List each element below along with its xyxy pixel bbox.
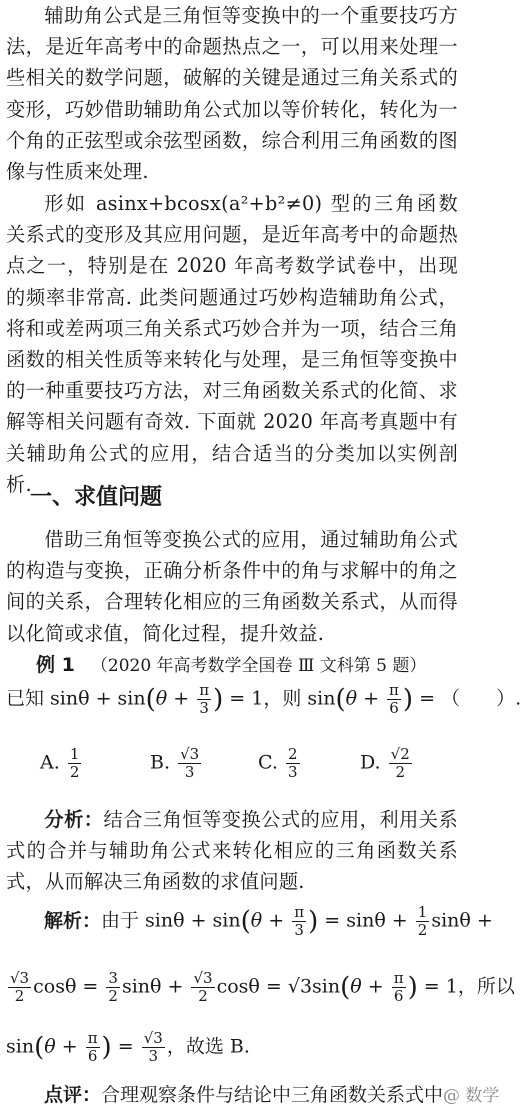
frac-den: 3: [199, 699, 209, 717]
frac-den: 3: [294, 921, 304, 939]
question-text-d: ）.: [496, 687, 521, 710]
frac-1-2: [416, 904, 430, 939]
choice-b-value: [178, 746, 201, 781]
frac-den: 6: [87, 1047, 98, 1065]
frac-num: 3: [108, 969, 118, 987]
solution-text: = sinθ +: [318, 909, 414, 932]
choice-d-value: [389, 746, 412, 781]
frac-den: 2: [417, 921, 428, 939]
frac-3-2: [106, 970, 120, 1005]
solution-text: =: [111, 1035, 140, 1058]
choice-b: [150, 746, 203, 781]
frac-num: π: [199, 681, 210, 699]
choice-a-value: [68, 746, 82, 781]
analysis-paragraph: [6, 804, 458, 898]
solution-text: 由于 sinθ + sin: [101, 909, 241, 932]
example-label: 例 1: [36, 654, 75, 676]
solution-text: cosθ =: [216, 975, 288, 998]
theta-plus: θ +: [155, 687, 196, 710]
solution-line-2: $\frac{√3}{2}$ cosθ = $\frac{3}{2}$ sinθ + $\frac{√3}{2}$ cosθ = √3sin(θ + $\frac{\pi}{6}$ ) = 1，所以: [10, 969, 515, 1005]
section-heading: 一、求值问题: [30, 485, 163, 510]
choice-c-label: C.: [258, 751, 278, 774]
frac-den: 6: [393, 987, 404, 1005]
frac-num: √3: [193, 969, 213, 987]
frac-pi-3: [292, 904, 306, 939]
analysis-text: 结合三角恒等变换公式的应用，利用关系式的合并与辅助角公式来转化相应的三角函数关系式，从而解决三角函数的求值问题.: [6, 808, 458, 894]
frac-num: π: [87, 1029, 98, 1047]
choice-a-label: A.: [40, 751, 60, 774]
frac-sqrt3-2: [191, 970, 214, 1005]
solution-text: sin: [6, 1035, 35, 1058]
frac-sqrt3-2: [8, 970, 31, 1005]
frac-sqrt3-3: [142, 1030, 165, 1065]
theta-plus: θ +: [345, 687, 386, 710]
frac-pi-3: [197, 682, 211, 717]
solution-text: sinθ +: [121, 975, 190, 998]
solution-text: sin: [312, 975, 341, 998]
solution-text: cosθ =: [33, 975, 105, 998]
frac-num: √2: [390, 745, 410, 763]
frac-den: 2: [14, 987, 25, 1005]
frac-den: 3: [287, 763, 298, 781]
solution-text: = 1，所以: [417, 975, 515, 998]
choice-c-value: [286, 746, 300, 781]
second-paragraph: 形如 asinx+bcosx(a²+b²≠0) 型的三角函数关系式的变形及其应用问题，是近年高考中的命题热点之一，特别是在 2020 年高考数学试卷中，出现的频率非常高. 此类问题通过巧妙构造辅助角公式，将和或差两项三角关系式巧妙合并为一项，结合三角函数的相关性质等来转化与处理，是三角恒等变换中的一种重要技巧方法，对三角函数关系式的化简、求解等相关问题有奇效. 下面就 2020 年高考真题中有关辅助角公式的应用，结合适当的分类加以实例剖析.: [6, 192, 458, 496]
review-line: [44, 1080, 499, 1107]
choice-b-label: B.: [150, 751, 171, 774]
solution-line-3: sin(θ + $\frac{\pi}{6}$ ) = $\frac{√3}{3}$ ，故选 B.: [6, 1029, 250, 1065]
choice-d-label: D.: [360, 751, 381, 774]
theta-plus: θ +: [350, 975, 390, 998]
frac-den: 2: [69, 763, 80, 781]
frac-num: π: [393, 969, 404, 987]
choice-c: [258, 746, 302, 781]
frac-num: 2: [287, 745, 298, 763]
example-source: （2020 年高考数学全国卷 Ⅲ 文科第 5 题）: [90, 656, 427, 676]
question-text-a: 已知 sinθ + sin: [6, 687, 146, 710]
frac-num: 1: [417, 903, 428, 921]
section-paragraph: 借助三角恒等变换公式的应用，通过辅助角公式的构造与变换，正确分析条件中的角与求解中的角之间的关系，合理转化相应的三角函数关系式，从而得以化简或求值，简化过程，提升效益.: [6, 528, 458, 645]
analysis-label: 分析：: [44, 808, 104, 831]
question-text-c: = （: [413, 687, 461, 710]
frac-den: 2: [395, 763, 405, 781]
watermark: @ 数学: [443, 1086, 500, 1106]
review-text: 合理观察条件与结论中三角函数关系式中: [101, 1084, 444, 1106]
frac-num: √3: [180, 745, 200, 763]
solution-text: ，故选 B.: [166, 1035, 250, 1058]
frac-den: 3: [148, 1047, 159, 1065]
solution-line-1: 解析：由于 sinθ + sin(θ + $\frac{\pi}{3}$ ) = sinθ + $\frac{1}{2}$ sinθ +: [44, 903, 493, 939]
frac-den: 3: [184, 763, 195, 781]
review-label: 点评：: [44, 1084, 102, 1106]
example-question: 已知 sinθ + sin(θ + $\frac{\pi}{3}$ ) = 1，则 sin(θ + $\frac{\pi}{6}$ ) = （ ）.: [6, 681, 521, 717]
theta-plus: θ +: [44, 1035, 84, 1058]
choice-d: [360, 746, 414, 781]
frac-pi-6: [392, 970, 406, 1005]
frac-num: √3: [10, 969, 30, 987]
intro-paragraph: 辅助角公式是三角恒等变换中的一个重要技巧方法，是近年高考中的命题热点之一，可以用来处理一些相关的数学问题，破解的关键是通过三角关系式的变形，巧妙借助辅助角公式加以等价转化，转化为一个角的正弦型或余弦型函数，综合利用三角函数的图像与性质来处理.: [6, 4, 458, 184]
example-header: [6, 650, 426, 677]
question-text-b: = 1，则 sin: [223, 687, 336, 710]
frac-num: 1: [69, 745, 80, 763]
frac-num: π: [389, 681, 399, 699]
frac-den: 2: [108, 987, 118, 1005]
solution-text: sinθ +: [431, 909, 493, 932]
frac-den: 2: [198, 987, 208, 1005]
frac-pi-6: [387, 682, 401, 717]
frac-pi-6: [86, 1030, 100, 1065]
frac-num: √3: [143, 1029, 163, 1047]
choice-a: [40, 746, 83, 781]
sqrt3: √3: [287, 975, 313, 998]
frac-num: π: [294, 903, 305, 921]
theta-plus: θ +: [250, 909, 291, 932]
solution-label: 解析：: [44, 909, 102, 932]
frac-den: 6: [389, 699, 399, 717]
